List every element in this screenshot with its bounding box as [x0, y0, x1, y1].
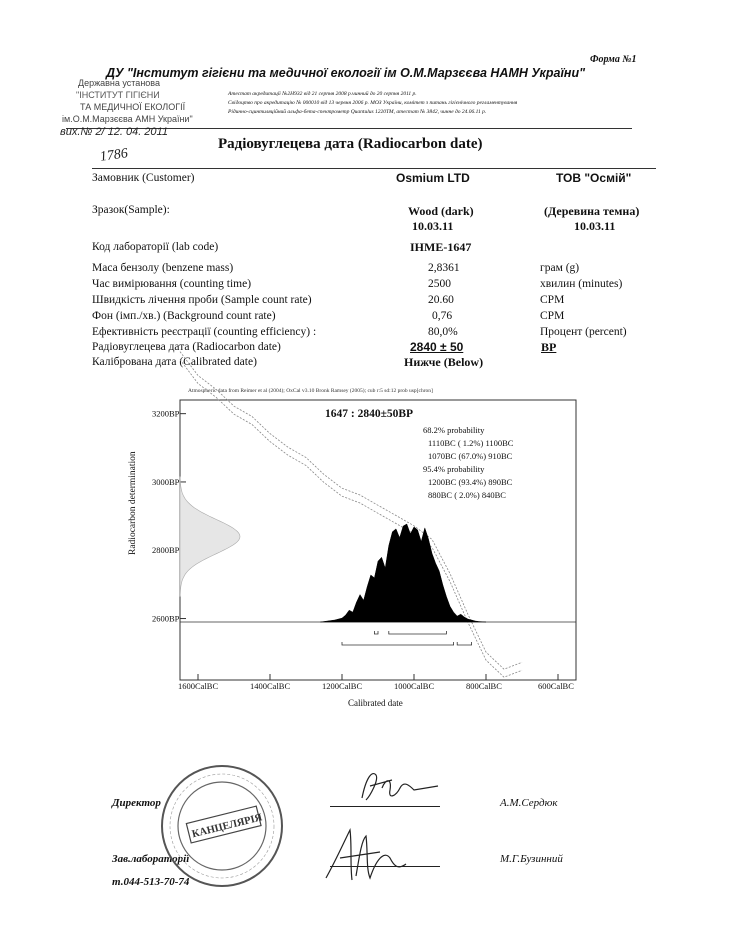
director-label: Директор	[112, 797, 161, 809]
director-signature-line	[330, 806, 440, 807]
accreditation-line-2: Свідоцтво про акредитацію № 000010 від 13 червня 2006 р. МОЗ України, комітет з питань гігієнічного регламентування	[228, 100, 518, 106]
x-tick-label: 800CalBC	[466, 681, 502, 691]
round-stamp-text: КАНЦЕЛЯРІЯ	[190, 812, 264, 841]
legend-line-6: 880BC ( 2.0%) 840BC	[428, 490, 506, 500]
plot-frame	[180, 400, 576, 680]
range-68-bracket	[374, 631, 378, 634]
x-tick-label: 1400CalBC	[250, 681, 291, 691]
document-title: Радіовуглецева дата (Radiocarbon date)	[218, 136, 483, 152]
title-rule	[92, 168, 656, 169]
legend-line-2: 1110BC ( 1.2%) 1100BC	[428, 438, 514, 448]
stamp-handwritten-ref: 1786	[99, 146, 129, 165]
director-signature	[362, 774, 438, 800]
measurement-unit: грам (g)	[540, 262, 580, 274]
calibration-curve-upper	[180, 352, 522, 670]
x-tick-label: 1200CalBC	[322, 681, 363, 691]
measurement-value: 0,76	[432, 310, 453, 322]
calibrated-distribution	[320, 524, 486, 622]
legend-line-5: 1200BC (93.4%) 890BC	[428, 477, 513, 487]
lab-head-name: М.Г.Бузинний	[500, 853, 563, 865]
chart-title: 1647 : 2840±50BP	[325, 408, 414, 420]
measurement-label: Маса бензолу (benzene mass)	[92, 262, 234, 274]
calibrated-date-value: Нижче (Below)	[404, 355, 484, 369]
y-axis-label: Radiocarbon determination	[128, 451, 138, 555]
phone-number: т.044-513-70-74	[112, 876, 190, 888]
stamp-handwritten-number: вих.№ 2/ 12. 04. 2011	[60, 126, 168, 138]
measurement-unit: Процент (percent)	[540, 326, 627, 338]
customer-value-en: Osmium LTD	[396, 171, 470, 185]
measurement-value: 2500	[428, 278, 451, 290]
stamp-line-2: "ІНСТИТУТ ГІГІЄНИ	[76, 90, 160, 100]
y-tick-label: 3200BP	[152, 408, 180, 419]
measurement-label: Ефективність реєстрації (counting efficiency) :	[92, 326, 317, 338]
director-name: А.М.Сердюк	[500, 797, 558, 809]
form-number: Форма №1	[590, 54, 637, 65]
legend-line-3: 1070BC (67.0%) 910BC	[428, 451, 513, 461]
measured-date-distribution	[180, 477, 240, 597]
sample-value-en: Wood (dark)	[408, 204, 474, 218]
x-axis-label: Calibrated date	[348, 698, 403, 708]
measurement-label: Фон (імп./хв.) (Background count rate)	[92, 310, 276, 322]
sample-label: Зразок(Sample):	[92, 204, 170, 216]
measurement-unit: CPM	[540, 310, 565, 322]
y-tick-label: 3000BP	[152, 476, 180, 487]
measurement-value: 80,0%	[428, 326, 458, 338]
measurement-label: Час вимірювання (counting time)	[92, 278, 252, 290]
sample-date-ua: 10.03.11	[574, 219, 616, 233]
radiocarbon-date-value: 2840 ± 50	[410, 340, 464, 354]
institution-stamp	[62, 76, 212, 146]
institution-name: ДУ "Інститут гігієни та медичної екології ім О.М.Марзєєва НАМН України"	[106, 66, 586, 80]
accreditation-line-1: Атестат акредитації №2Н932 від 21 серпня 2008 р.чинний до 20 серпня 2011 р.	[228, 91, 417, 97]
x-tick-label: 1000CalBC	[394, 681, 435, 691]
range-95-bracket	[457, 642, 471, 645]
calibrated-date-label: Калібрована дата (Calibrated date)	[92, 356, 257, 368]
stamp-line-4: ім.О.М.Марзєєва АМН України"	[62, 114, 193, 124]
measurement-label: Швидкість лічення проби (Sample count rate)	[92, 294, 312, 306]
lab-head-label: Зав.лабораторії	[112, 853, 190, 865]
y-tick-label: 2600BP	[152, 613, 180, 624]
legend-line-4: 95.4% probability	[423, 464, 485, 474]
lab-code-label: Код лабораторії (lab code)	[92, 241, 219, 253]
stamp-line-1: Державна установа	[78, 78, 160, 88]
range-68-bracket	[389, 631, 447, 634]
chart-header-text: Atmospheric data from Reimer et al (2004); OxCal v3.10 Bronk Ramsey (2005); cub r:5 sd:12 prob usp[chron]	[188, 388, 433, 394]
radiocarbon-date-label: Радіовуглецева дата (Radiocarbon date)	[92, 341, 281, 353]
stamp-line-3: ТА МЕДИЧНОЇ ЕКОЛОГІЇ	[80, 102, 186, 112]
customer-value-ua: ТОВ "Осмій"	[556, 171, 632, 185]
sample-date-en: 10.03.11	[412, 219, 454, 233]
measurement-unit: хвилин (minutes)	[540, 278, 623, 290]
sample-value-ua: (Деревина темна)	[544, 204, 640, 218]
lab-head-signature-line	[330, 866, 440, 867]
x-tick-label: 1600CalBC	[178, 681, 219, 691]
measurement-value: 2,8361	[428, 262, 460, 274]
round-stamp	[162, 766, 282, 886]
measurement-unit: CPM	[540, 294, 565, 306]
range-95-bracket	[342, 642, 454, 645]
accreditation-line-3: Рідинно-сцинтиляційний альфа-бета-спектрометр Quantulus 1220TM, атестат № 3842, чинне до 24.06.11 р.	[228, 109, 487, 115]
y-tick-label: 2800BP	[152, 545, 180, 556]
customer-label: Замовник (Customer)	[92, 172, 195, 184]
measurement-value: 20.60	[428, 294, 454, 306]
calibration-curve-lower	[180, 360, 522, 678]
x-tick-label: 600CalBC	[538, 681, 574, 691]
lab-head-signature	[326, 830, 406, 880]
lab-code-value: IHME-1647	[410, 240, 472, 254]
radiocarbon-date-unit: BP	[541, 340, 557, 354]
legend-line-1: 68.2% probability	[423, 425, 485, 435]
